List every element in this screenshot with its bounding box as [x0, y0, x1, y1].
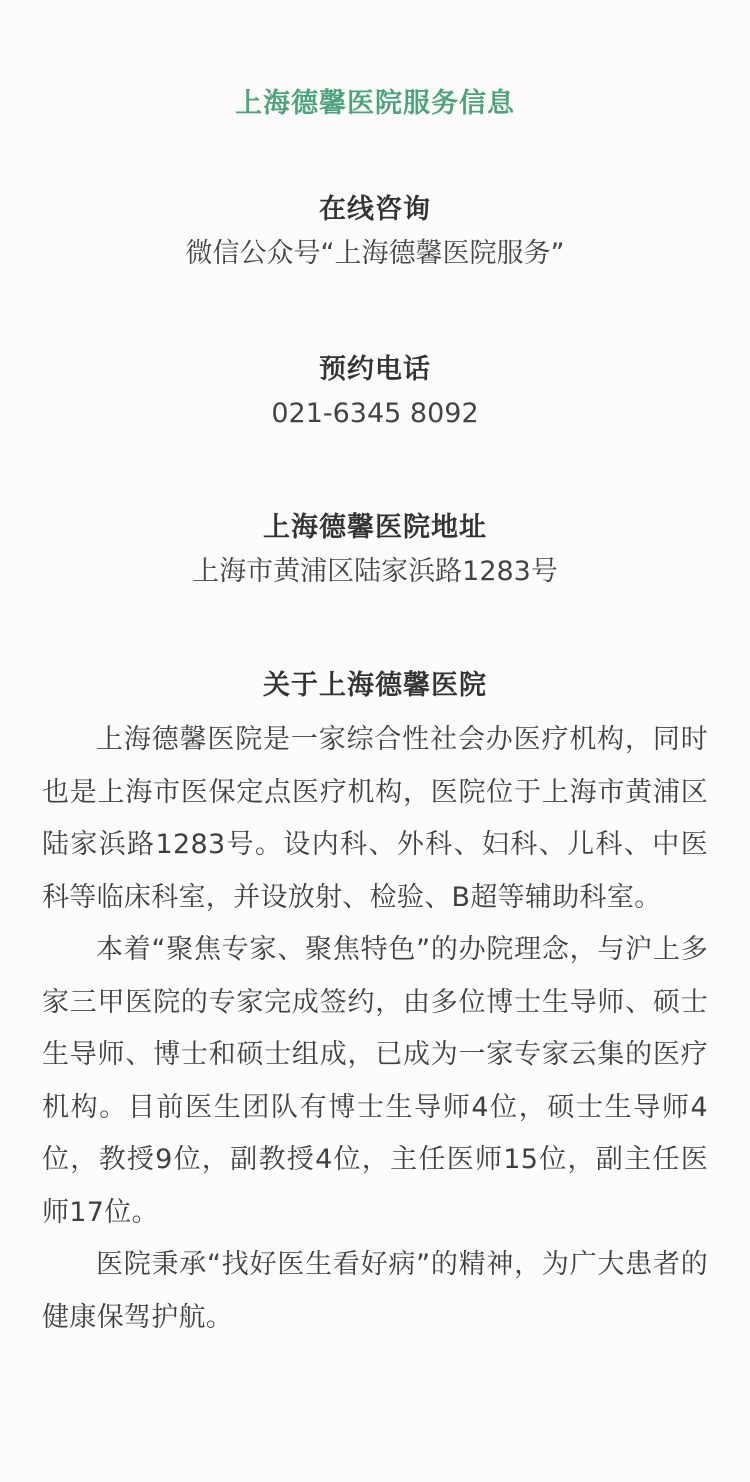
about-paragraph: 本着“聚焦专家、聚焦特色”的办院理念，与沪上多家三甲医院的专家完成签约，由多位博士生导师、硕士生导师、博士和硕士组成，已成为一家专家云集的医疗机构。目前医生团队有博士生导师4位，硕士生导师4位，教授9位，副教授4位，主任医师15位，副主任医师17位。	[42, 934, 708, 1228]
about-paragraph: 医院秉承“找好医生看好病”的精神，为广大患者的健康保驾护航。	[42, 1249, 708, 1333]
section-about-hospital	[42, 664, 708, 708]
page-title: 上海德馨医院服务信息	[235, 88, 515, 119]
about-heading: 关于上海德馨医院	[263, 670, 487, 701]
about-paragraph: 上海德馨医院是一家综合性社会办医疗机构，同时也是上海市医保定点医疗机构，医院位于上海市黄浦区陆家浜路1283号。设内科、外科、妇科、儿科、中医科等临床科室，并设放射、检验、B超等辅助科室。	[42, 724, 708, 913]
section-online-consult	[42, 188, 708, 276]
online-consult-text: 微信公众号“上海德馨医院服务”	[185, 238, 565, 269]
appointment-phone-heading: 预约电话	[319, 354, 431, 385]
section-appointment-phone	[42, 348, 708, 436]
online-consult-heading: 在线咨询	[319, 194, 431, 225]
hospital-address-text: 上海市黄浦区陆家浜路1283号	[192, 556, 558, 587]
appointment-phone-number[interactable]: 021-6345 8092	[271, 398, 479, 429]
about-body	[42, 714, 708, 1344]
hospital-address-heading: 上海德馨医院地址	[263, 512, 487, 543]
section-hospital-address	[42, 506, 708, 594]
